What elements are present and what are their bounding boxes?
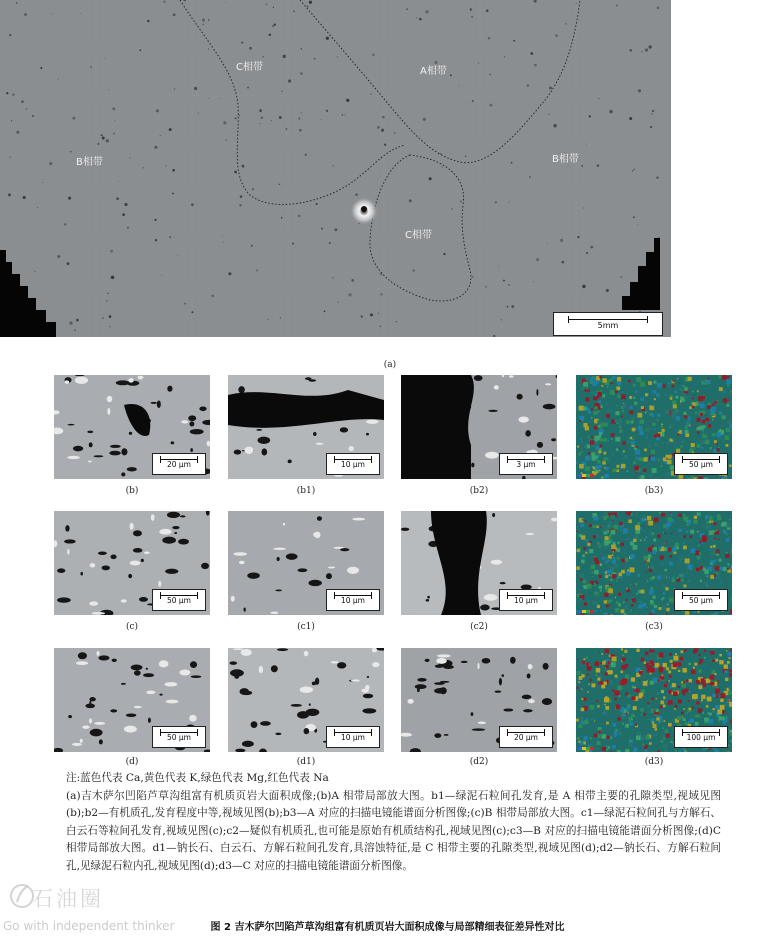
panel-caption: (c) bbox=[125, 622, 139, 632]
zone-label-b-right: B相带 bbox=[552, 154, 579, 165]
element-color-legend: 注:蓝色代表 Ca,黄色代表 K,绿色代表 Mg,红色代表 Na bbox=[66, 772, 329, 784]
sem-detail-image bbox=[228, 511, 384, 615]
scale-bar-label: 10 μm bbox=[340, 460, 365, 469]
eds-map-image bbox=[576, 648, 732, 752]
scale-bar-label: 50 μm bbox=[166, 733, 191, 742]
scale-bar bbox=[674, 726, 728, 748]
sem-detail-image bbox=[401, 511, 557, 615]
scale-bar bbox=[326, 589, 380, 611]
figure-notes bbox=[66, 770, 721, 876]
zone-label-b-left: B相带 bbox=[76, 157, 103, 168]
element-color-key bbox=[578, 610, 594, 613]
scale-bar-label: 10 μm bbox=[340, 733, 365, 742]
watermark-subtitle: Go with independent thinker bbox=[3, 919, 175, 933]
sem-detail-image bbox=[401, 648, 557, 752]
scale-bar bbox=[152, 589, 206, 611]
scale-bar-label: 3 μm bbox=[516, 460, 536, 469]
panel-caption: (c2) bbox=[470, 622, 488, 632]
panel-caption: (b3) bbox=[644, 486, 664, 496]
zone-label-c-top: C相带 bbox=[236, 62, 263, 73]
panel-caption: (d) bbox=[125, 757, 139, 767]
sem-detail-image bbox=[54, 648, 210, 752]
scale-bar-label: 100 μm bbox=[686, 733, 716, 742]
panel-caption: (c3) bbox=[645, 622, 663, 632]
figure-explanation: (a)吉木萨尔凹陷芦草沟组富有机质页岩大面积成像;(b)A 相带局部放大图。b1—绿泥石粒间孔发育,是 A 相带主要的孔隙类型,视域见图(b);b2—有机质孔,发育程度中等,视域见图(b);b3—A 对应的扫描电镜能谱面分析图像;(c)B 相带局部放大图。c1—绿泥石粒间孔与方解石、白云石等粒间孔发育,视域见图(c);c2—疑似有机质孔,也可能是原始有机质结构孔,视域见图(c);c3—B 对应的扫描电镜能谱面分析图像;(d)C 相带局部放大图。d1—钠长石、白云石、方解石粒间孔发育,具溶蚀特征,是 C 相带主要的孔隙类型,视域见图(d);d2—钠长石、方解石粒间孔,见绿泥石粒内孔,视域见图(d);d3—C 对应的扫描电镜能谱面分析图像。 bbox=[66, 789, 721, 872]
sem-mosaic-graphic bbox=[0, 0, 671, 337]
panel-caption: (d3) bbox=[644, 757, 664, 767]
scale-bar-label: 5mm bbox=[597, 321, 619, 330]
panel-caption: (d1) bbox=[296, 757, 316, 767]
figure-title: 图 2 吉木萨尔凹陷芦草沟组富有机质页岩大面积成像与局部精细表征差异性对比 bbox=[210, 922, 565, 933]
scale-bar bbox=[674, 589, 728, 611]
scale-bar-label: 50 μm bbox=[688, 596, 713, 605]
scale-bar-label: 10 μm bbox=[340, 596, 365, 605]
sem-detail-image bbox=[401, 375, 557, 479]
scale-bar bbox=[499, 726, 553, 748]
scale-bar-label: 10 μm bbox=[513, 596, 538, 605]
eds-map-image bbox=[576, 375, 732, 479]
scale-bar bbox=[326, 726, 380, 748]
scale-bar bbox=[499, 453, 553, 475]
scale-bar bbox=[152, 726, 206, 748]
scale-bar-label: 50 μm bbox=[166, 596, 191, 605]
panel-caption: (b2) bbox=[469, 486, 489, 496]
caption-a: (a) bbox=[383, 360, 397, 370]
large-area-sem-image bbox=[0, 0, 671, 337]
scale-bar bbox=[674, 453, 728, 475]
element-color-key bbox=[578, 474, 594, 477]
element-color-key bbox=[578, 747, 594, 750]
scale-bar bbox=[553, 312, 663, 336]
scale-bar bbox=[499, 589, 553, 611]
zone-label-a: A相带 bbox=[420, 66, 447, 77]
scale-bar-label: 20 μm bbox=[513, 733, 538, 742]
scale-bar bbox=[152, 453, 206, 475]
scale-bar-label: 50 μm bbox=[688, 460, 713, 469]
panel-caption: (c1) bbox=[297, 622, 315, 632]
zone-label-c-mid: C相带 bbox=[405, 230, 432, 241]
panel-caption: (b) bbox=[125, 486, 139, 496]
watermark-text: 石油圈 bbox=[32, 887, 104, 911]
sem-detail-image bbox=[228, 375, 384, 479]
scale-bar bbox=[326, 453, 380, 475]
sem-detail-image bbox=[228, 648, 384, 752]
sem-detail-image bbox=[54, 511, 210, 615]
eds-map-image bbox=[576, 511, 732, 615]
panel-caption: (d2) bbox=[469, 757, 489, 767]
panel-caption: (b1) bbox=[296, 486, 316, 496]
scale-bar-label: 20 μm bbox=[166, 460, 191, 469]
sem-detail-image bbox=[54, 375, 210, 479]
